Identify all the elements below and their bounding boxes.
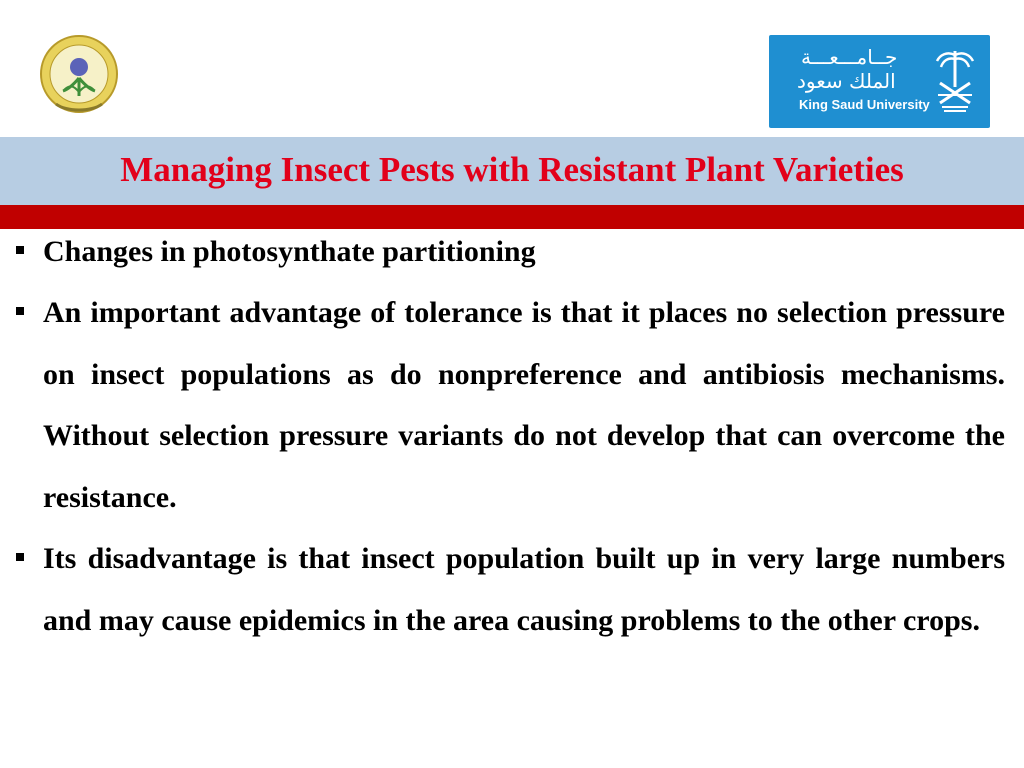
- slide-title: Managing Insect Pests with Resistant Plant Varieties: [120, 150, 904, 189]
- bullet-item-1: Changes in photosynthate partitioning: [43, 235, 536, 268]
- bullet-item-2: An important advantage of tolerance is that it places no selection pressure on insect populations as do nonpreference and antibiosis mechanisms. Without selection pressure variants do not develop that can overcome the resistance.: [43, 296, 1005, 514]
- university-arabic-line-1: جــامـــعـــة: [801, 45, 898, 69]
- king-saud-university-logo: [769, 35, 990, 128]
- university-english-name: King Saud University: [799, 97, 930, 112]
- slide-header: [0, 0, 1024, 137]
- palm-swords-icon: [934, 47, 976, 115]
- bullet-square-icon: [16, 553, 24, 561]
- bullet-square-icon: [16, 246, 24, 254]
- bullet-item-3: Its disadvantage is that insect population built up in very large numbers and may cause epidemics in the area causing problems to the other crops.: [43, 542, 1005, 637]
- society-seal-icon: [36, 34, 122, 116]
- university-arabic-line-2: الملك سعود: [797, 69, 896, 93]
- bullet-square-icon: [16, 307, 24, 315]
